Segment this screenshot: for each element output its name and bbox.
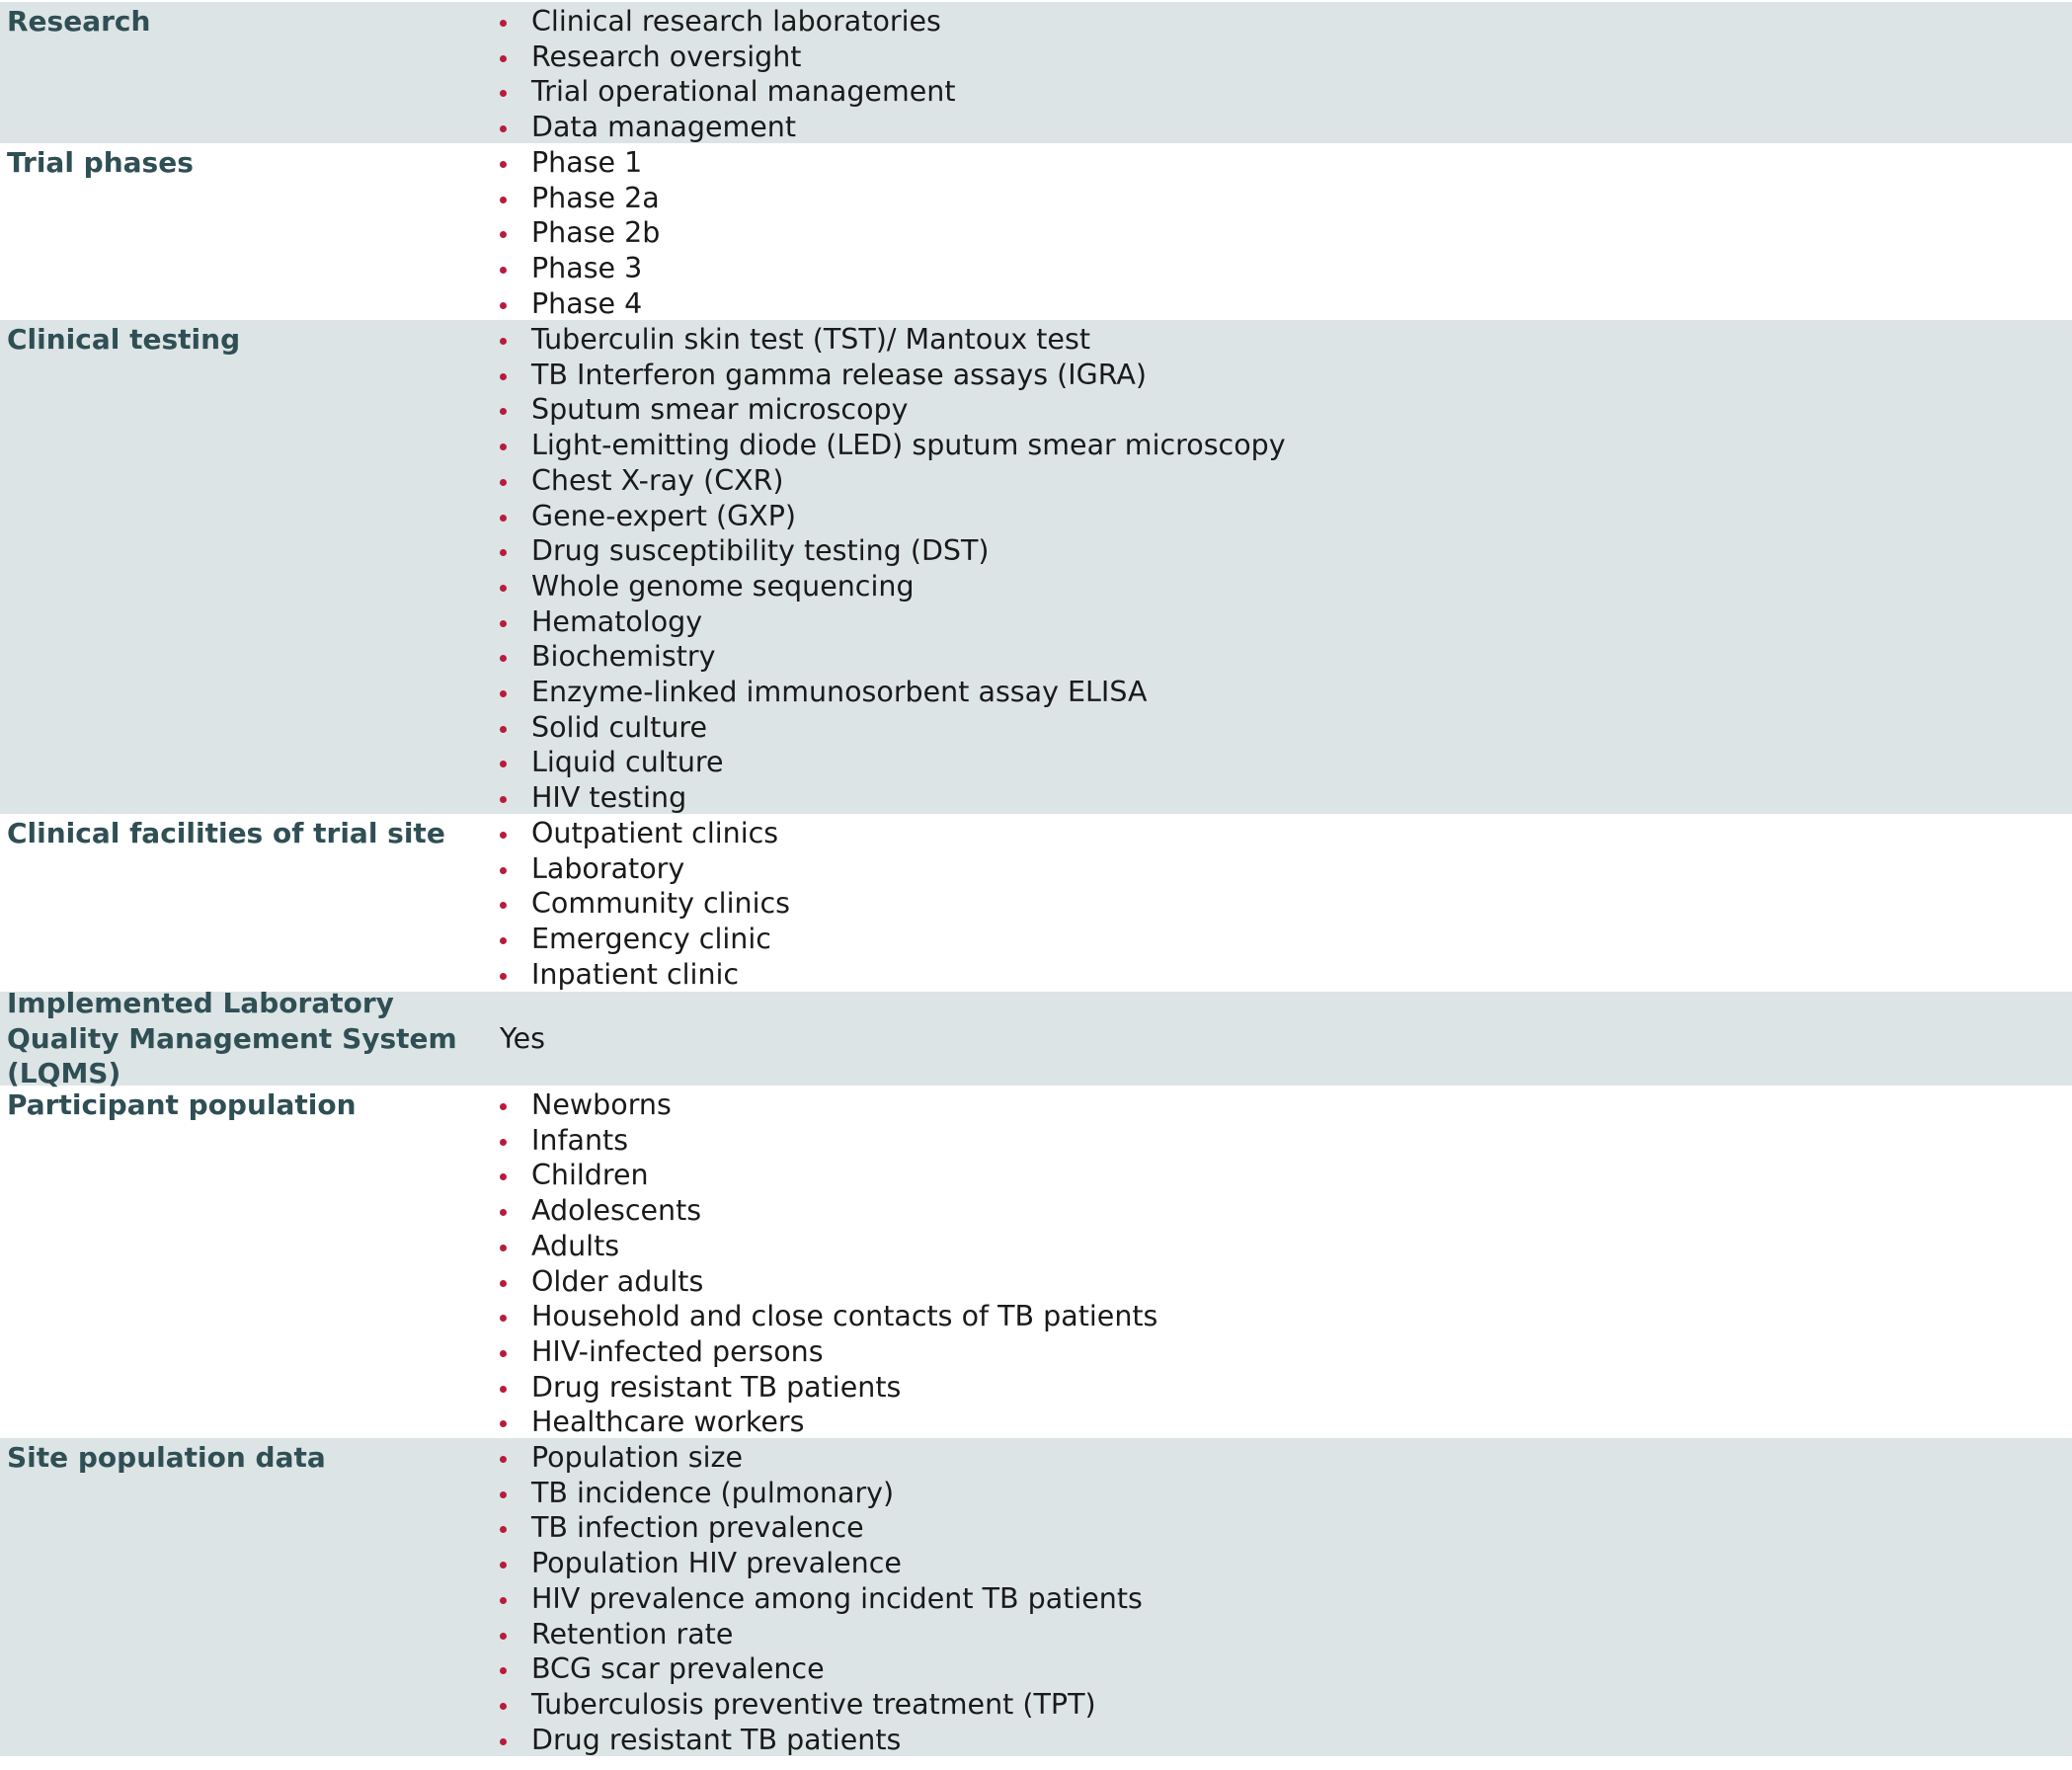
list-item: [500, 1723, 2072, 1758]
list-item-text: Biochemistry: [531, 640, 716, 674]
list-item: [500, 4, 2072, 40]
list-item-text: Inpatient clinic: [531, 957, 740, 991]
list-item-text: HIV testing: [531, 781, 687, 815]
table-row-participant-population: [0, 1086, 2072, 1438]
list-item-text: Drug resistant TB patients: [531, 1370, 902, 1404]
bullet-icon: [500, 90, 507, 97]
list-item: [500, 1546, 2072, 1581]
bullet-icon: [500, 1526, 507, 1533]
list-item: [500, 110, 2072, 145]
bullet-icon: [500, 549, 507, 556]
bullet-icon: [500, 197, 507, 203]
list-item: [500, 286, 2072, 322]
list-item: [500, 604, 2072, 640]
list-item-text: Drug resistant TB patients: [531, 1723, 902, 1756]
list-item: [500, 1299, 2072, 1334]
bullet-icon: [500, 55, 507, 62]
list-item: [500, 392, 2072, 428]
list-item: [500, 1334, 2072, 1370]
list-item-text: Emergency clinic: [531, 923, 771, 956]
bullet-icon: [500, 20, 507, 27]
list-item-text: TB incidence (pulmonary): [531, 1476, 895, 1509]
list-item-text: Older adults: [531, 1264, 704, 1298]
list-item: [500, 1264, 2072, 1300]
list-item-text: Healthcare workers: [531, 1406, 805, 1439]
list-item-text: Hematology: [531, 604, 703, 638]
list-item: [500, 1440, 2072, 1476]
list-item-text: Tuberculosis preventive treatment (TPT): [531, 1687, 1096, 1721]
list-item: [500, 428, 2072, 463]
bullet-icon: [500, 1280, 507, 1287]
bullet-icon: [500, 1245, 507, 1251]
bullet-icon: [500, 1209, 507, 1216]
list-item: [500, 251, 2072, 286]
list-item-text: Data management: [531, 111, 797, 144]
bullet-icon: [500, 125, 507, 132]
list-item-text: Population size: [531, 1441, 744, 1474]
list-item-text: Chest X-ray (CXR): [531, 463, 784, 497]
list-item: [500, 1581, 2072, 1617]
row-items-list: [500, 322, 2072, 814]
bullet-icon: [500, 1562, 507, 1569]
list-item-text: Trial operational management: [531, 75, 956, 109]
bullet-icon: [500, 161, 507, 168]
list-item: [500, 74, 2072, 110]
list-item: [500, 40, 2072, 75]
list-item-text: Phase 4: [531, 286, 643, 320]
row-label: Research: [7, 5, 151, 38]
bullet-icon: [500, 867, 507, 874]
bullet-icon: [500, 796, 507, 803]
list-item: [500, 181, 2072, 216]
bullet-icon: [500, 302, 507, 309]
bullet-icon: [500, 832, 507, 839]
list-item-text: HIV prevalence among incident TB patients: [531, 1581, 1143, 1615]
list-item: [500, 816, 2072, 851]
bullet-icon: [500, 726, 507, 733]
list-item-text: Adolescents: [531, 1194, 702, 1228]
row-label: Trial phases: [7, 146, 194, 179]
bullet-icon: [500, 338, 507, 345]
table-row-lqms: [0, 986, 2072, 1090]
list-item-text: Phase 1: [531, 146, 643, 179]
list-item-text: Clinical research laboratories: [531, 5, 941, 38]
row-label: Clinical facilities of trial site: [7, 817, 445, 849]
table-row-research: [0, 2, 2072, 143]
row-value: Yes: [500, 1021, 546, 1055]
list-item: [500, 1229, 2072, 1264]
list-item: [500, 851, 2072, 887]
bullet-icon: [500, 937, 507, 944]
list-item: [500, 1123, 2072, 1159]
list-item: [500, 1476, 2072, 1511]
bullet-icon: [500, 1703, 507, 1710]
bullet-icon: [500, 1491, 507, 1498]
list-item-text: HIV-infected persons: [531, 1334, 824, 1368]
list-item: [500, 215, 2072, 251]
bullet-icon: [500, 761, 507, 767]
bullet-icon: [500, 515, 507, 522]
list-item-text: Children: [531, 1159, 649, 1192]
list-item: [500, 1370, 2072, 1406]
list-item: [500, 1087, 2072, 1123]
bullet-icon: [500, 443, 507, 450]
bullet-icon: [500, 1350, 507, 1357]
list-item: [500, 463, 2072, 499]
list-item-text: Whole genome sequencing: [531, 569, 915, 603]
list-item-text: Phase 2b: [531, 216, 661, 250]
bullet-icon: [500, 1173, 507, 1180]
bullet-icon: [500, 1667, 507, 1674]
list-item: [500, 639, 2072, 675]
bullet-icon: [500, 1315, 507, 1322]
list-item: [500, 358, 2072, 393]
bullet-icon: [500, 479, 507, 486]
bullet-icon: [500, 585, 507, 592]
bullet-icon: [500, 1103, 507, 1110]
list-item-text: TB Interferon gamma release assays (IGRA): [531, 358, 1147, 391]
list-item: [500, 780, 2072, 816]
list-item-text: Liquid culture: [531, 746, 724, 779]
list-item: [500, 1687, 2072, 1723]
bullet-icon: [500, 231, 507, 238]
bullet-icon: [500, 620, 507, 627]
list-item-text: Population HIV prevalence: [531, 1547, 902, 1580]
list-item-text: Light-emitting diode (LED) sputum smear microscopy: [531, 429, 1286, 462]
bullet-icon: [500, 1386, 507, 1393]
table-row-trial-phases: [0, 143, 2072, 320]
list-item: [500, 957, 2072, 993]
list-item-text: Enzyme-linked immunosorbent assay ELISA: [531, 676, 1148, 709]
bullet-icon: [500, 408, 507, 415]
table-row-site-population-data: [0, 1438, 2072, 1756]
row-label: Participant population: [7, 1088, 357, 1121]
list-item: [500, 886, 2072, 922]
list-item: [500, 1510, 2072, 1546]
list-item: [500, 1651, 2072, 1687]
list-item-text: Drug susceptibility testing (DST): [531, 534, 990, 568]
row-items-list: [500, 1440, 2072, 1756]
list-item-text: Household and close contacts of TB patients: [531, 1300, 1158, 1333]
list-item: [500, 569, 2072, 604]
list-item-text: Outpatient clinics: [531, 817, 779, 849]
bullet-icon: [500, 1139, 507, 1146]
bullet-icon: [500, 973, 507, 980]
list-item-text: Infants: [531, 1123, 629, 1157]
row-label: Implemented Laboratory Quality Management System (LQMS): [7, 986, 457, 1090]
bullet-icon: [500, 1738, 507, 1745]
bullet-icon: [500, 655, 507, 662]
list-item: [500, 1617, 2072, 1652]
list-item-text: Tuberculin skin test (TST)/ Mantoux test: [531, 323, 1090, 356]
list-item-text: Phase 2a: [531, 181, 660, 214]
list-item: [500, 922, 2072, 957]
list-item: [500, 145, 2072, 181]
row-items-list: [500, 4, 2072, 143]
list-item: [500, 710, 2072, 746]
bullet-icon: [500, 690, 507, 697]
list-item-text: Adults: [531, 1229, 620, 1262]
list-item: [500, 745, 2072, 780]
list-item-text: Community clinics: [531, 887, 791, 921]
list-item: [500, 1158, 2072, 1193]
list-item-text: TB infection prevalence: [531, 1511, 864, 1545]
list-item-text: Laboratory: [531, 851, 685, 885]
bullet-icon: [500, 902, 507, 909]
list-item-text: BCG scar prevalence: [531, 1652, 825, 1686]
list-item: [500, 533, 2072, 569]
list-item: [500, 322, 2072, 358]
list-item: [500, 499, 2072, 534]
table-row-clinical-testing: [0, 320, 2072, 814]
row-label: Site population data: [7, 1441, 326, 1474]
list-item-text: Solid culture: [531, 710, 708, 744]
row-items-list: [500, 145, 2072, 320]
list-item: [500, 675, 2072, 710]
row-label: Clinical testing: [7, 323, 241, 356]
list-item-text: Newborns: [531, 1088, 672, 1121]
bullet-icon: [500, 1633, 507, 1640]
row-items-list: [500, 816, 2072, 992]
bullet-icon: [500, 1456, 507, 1463]
list-item: [500, 1193, 2072, 1229]
bullet-icon: [500, 373, 507, 380]
table-row-clinical-facilities: [0, 814, 2072, 992]
site-capabilities-table: [0, 2, 2072, 1756]
bullet-icon: [500, 1420, 507, 1427]
row-items-list: [500, 1087, 2072, 1438]
list-item-text: Gene-expert (GXP): [531, 499, 797, 532]
list-item-text: Sputum smear microscopy: [531, 393, 909, 427]
list-item-text: Retention rate: [531, 1617, 734, 1650]
bullet-icon: [500, 267, 507, 274]
list-item: [500, 1405, 2072, 1440]
bullet-icon: [500, 1597, 507, 1604]
list-item-text: Phase 3: [531, 252, 643, 285]
list-item-text: Research oversight: [531, 40, 802, 73]
